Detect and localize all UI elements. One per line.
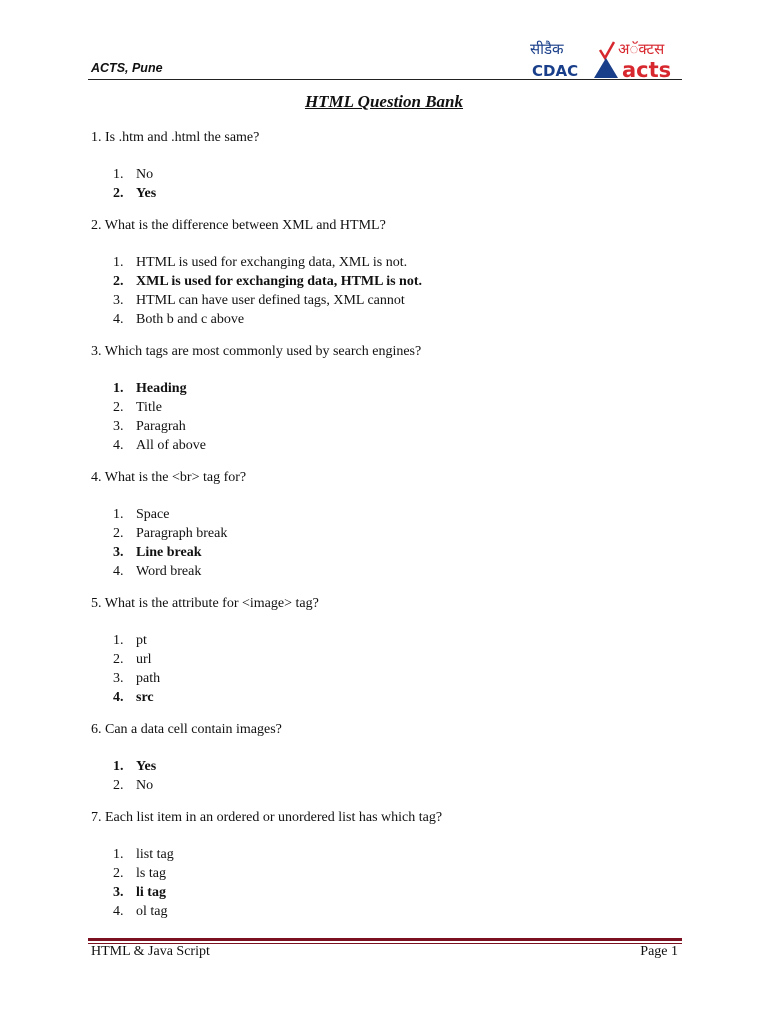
option-number: 3. (113, 885, 124, 900)
correct-option (91, 757, 681, 776)
option-item (91, 631, 681, 650)
option-number: 4. (113, 438, 124, 453)
option-item (91, 562, 681, 581)
option-number: 4. (113, 312, 124, 327)
logo-a-mark (594, 58, 618, 78)
option-item (91, 650, 681, 669)
option-number: 1. (113, 255, 124, 270)
option-text: No (136, 778, 154, 793)
footer-rule (88, 938, 682, 941)
logo-cdac-hindi: सीडैक (530, 40, 564, 58)
option-text: Title (136, 400, 162, 415)
option-text: ls tag (136, 866, 166, 881)
question-text: 1. Is .htm and .html the same? (91, 130, 260, 145)
option-list (91, 845, 681, 921)
option-text: url (136, 652, 152, 667)
option-text: ol tag (136, 904, 168, 919)
question-text: 5. What is the attribute for <image> tag? (91, 596, 319, 611)
option-number: 3. (113, 545, 124, 560)
option-text: path (136, 671, 161, 686)
page-number: Page 1 (640, 944, 678, 959)
option-item (91, 669, 681, 688)
option-text: No (136, 167, 154, 182)
option-text: Word break (136, 564, 202, 579)
correct-option (91, 883, 681, 902)
option-item (91, 165, 681, 184)
option-item (91, 417, 681, 436)
option-text: Paragrah (136, 419, 186, 434)
option-item (91, 398, 681, 417)
option-item (91, 310, 681, 329)
option-item (91, 505, 681, 524)
option-text: HTML can have user defined tags, XML cannot (136, 293, 405, 308)
option-text: li tag (136, 885, 166, 900)
question-text: 4. What is the <br> tag for? (91, 470, 247, 485)
option-number: 1. (113, 759, 124, 774)
option-number: 1. (113, 381, 124, 396)
question-text: 2. What is the difference between XML and HTML? (91, 218, 386, 233)
option-number: 4. (113, 690, 124, 705)
option-text: Both b and c above (136, 312, 245, 327)
logo-acts-hindi: अॅक्टस (618, 40, 665, 58)
header-institute: ACTS, Pune (91, 61, 163, 75)
option-list (91, 505, 681, 581)
header-rule (88, 79, 682, 80)
question-text: 7. Each list item in an ordered or unordered list has which tag? (91, 810, 443, 825)
option-text: Yes (136, 759, 157, 774)
option-item (91, 845, 681, 864)
option-number: 4. (113, 564, 124, 579)
option-number: 3. (113, 671, 124, 686)
option-item (91, 253, 681, 272)
cdac-acts-logo (526, 36, 682, 82)
option-text: Heading (136, 381, 187, 396)
option-item (91, 864, 681, 883)
option-number: 1. (113, 167, 124, 182)
correct-option (91, 543, 681, 562)
option-number: 3. (113, 293, 124, 308)
option-text: HTML is used for exchanging data, XML is not. (136, 255, 408, 270)
option-number: 2. (113, 778, 124, 793)
option-item (91, 291, 681, 310)
option-item (91, 902, 681, 921)
option-item (91, 524, 681, 543)
option-number: 1. (113, 507, 124, 522)
option-text: Line break (136, 545, 202, 560)
question-list (91, 128, 681, 934)
option-number: 3. (113, 419, 124, 434)
option-list (91, 757, 681, 795)
option-number: 2. (113, 186, 124, 201)
option-text: list tag (136, 847, 174, 862)
option-text: XML is used for exchanging data, HTML is not. (136, 274, 423, 289)
option-number: 4. (113, 904, 124, 919)
correct-option (91, 184, 681, 203)
option-text: Space (136, 507, 170, 522)
option-text: Yes (136, 186, 157, 201)
option-list (91, 253, 681, 329)
option-number: 2. (113, 274, 124, 289)
option-number: 1. (113, 633, 124, 648)
option-list (91, 165, 681, 203)
correct-option (91, 379, 681, 398)
option-number: 1. (113, 847, 124, 862)
footer-subject: HTML & Java Script (91, 944, 210, 959)
option-number: 2. (113, 652, 124, 667)
correct-option (91, 688, 681, 707)
option-text: All of above (136, 438, 206, 453)
logo-check-mark (600, 42, 614, 58)
option-text: pt (136, 633, 147, 648)
option-list (91, 379, 681, 455)
logo-acts-text: acts (622, 58, 672, 82)
page-title: HTML Question Bank (304, 92, 464, 111)
option-number: 2. (113, 866, 124, 881)
question-text: 3. Which tags are most commonly used by search engines? (91, 344, 422, 359)
option-item (91, 776, 681, 795)
option-text: src (136, 690, 154, 705)
option-number: 2. (113, 526, 124, 541)
logo-cdac-text: CDAC (532, 62, 579, 80)
option-list (91, 631, 681, 707)
option-number: 2. (113, 400, 124, 415)
correct-option (91, 272, 681, 291)
option-item (91, 436, 681, 455)
question-text: 6. Can a data cell contain images? (91, 722, 282, 737)
option-text: Paragraph break (136, 526, 228, 541)
